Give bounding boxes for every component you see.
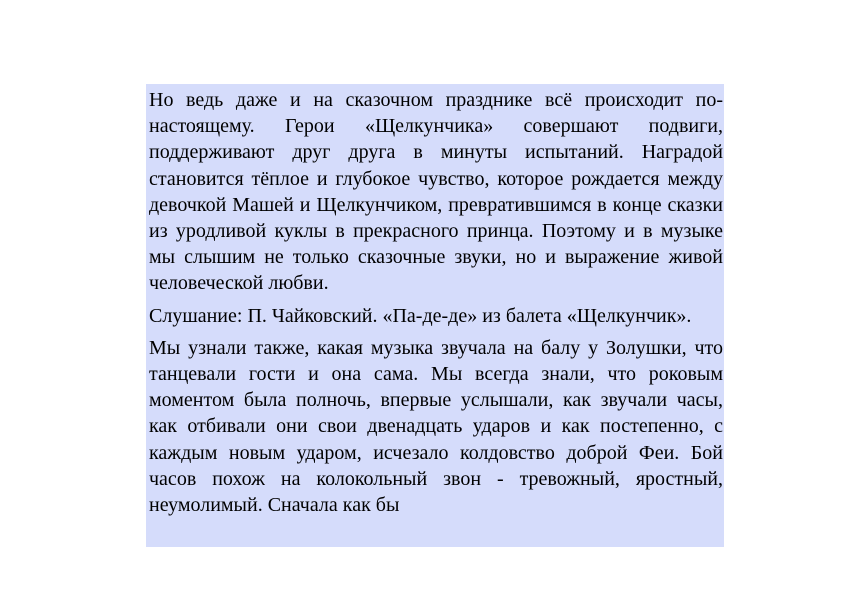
paragraph-cinderella-clock: Мы узнали также, какая музыка звучала на балу у Золушки, что танцевали гости и она сама. Мы всегда знали, что роковым моментом была полночь, впервые услышали, как звучали часы, как отбивали они свои двенадцать ударов и как постепенно, с каждым новым ударом, исчезало колдовство доброй Феи. Бой часов похож на колокольный звон - тревожный, яростный, неумолимый. Сначала как бы	[149, 336, 723, 517]
paragraph-listening-assignment: Слушание: П. Чайковский. «Па-де-де» из балета «Щелкунчик».	[149, 304, 692, 327]
paragraph-nutcracker-love: Но ведь даже и на сказочном празднике всё происходит по-настоящему. Герои «Щелкунчика» совершают подвиги, поддерживают друг друга в минуты испытаний. Наградой становится тёплое и глубокое чувство, которое рождается между девочкой Машей и Щелкунчиком, превратившимся в конце сказки из уродливой куклы в прекрасного принца. Поэтому и в музыке мы слышим не только сказочные звуки, но и выражение живой человеческой любви.	[149, 89, 723, 295]
highlighted-text-block	[146, 84, 724, 547]
